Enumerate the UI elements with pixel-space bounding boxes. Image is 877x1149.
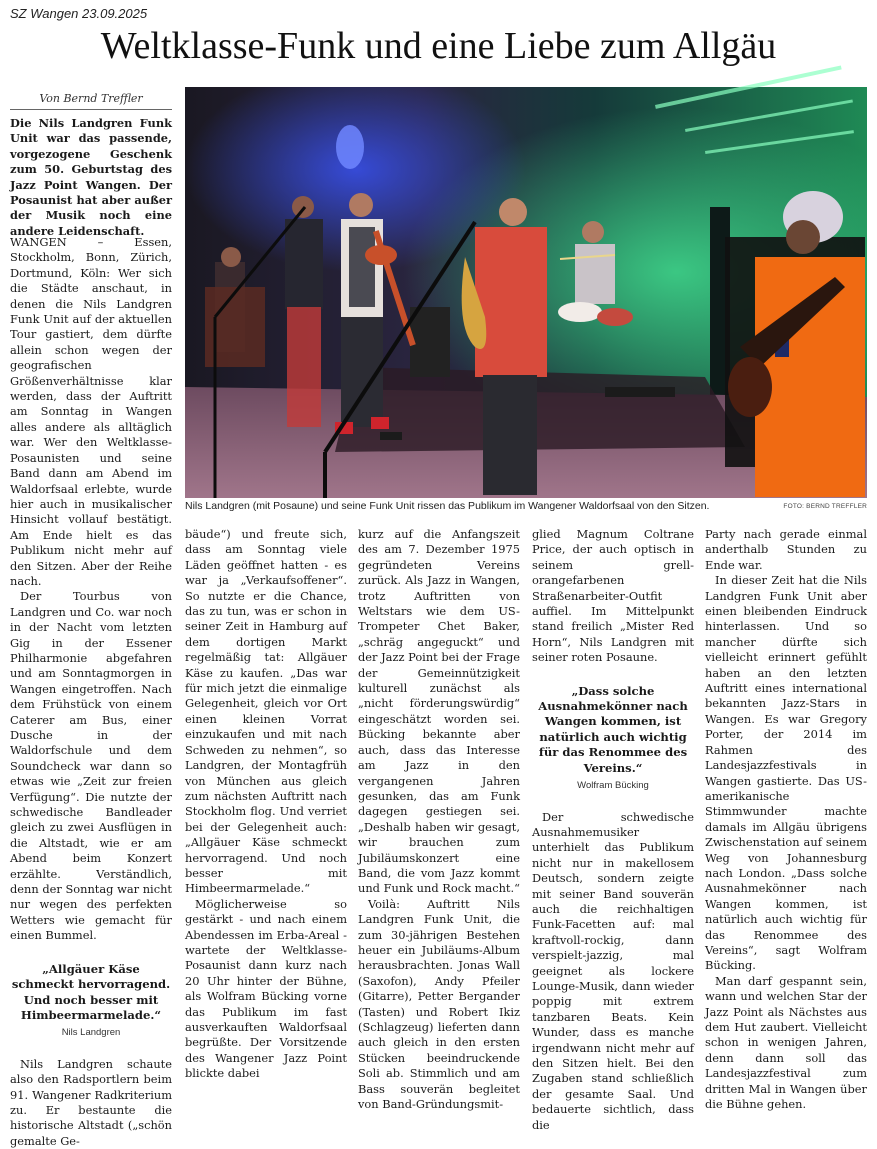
article-paragraph: Party nach gerade einmal anderthalb Stunden zu Ende war. (705, 527, 867, 572)
concert-photo (185, 87, 867, 498)
byline: Von Bernd Treffler (39, 92, 143, 105)
pull-quote (10, 962, 172, 1041)
pull-quote-author: Wolfram Bücking (577, 780, 649, 792)
article-paragraph: kurz auf die Anfangszeit des am 7. Dezember 1975 gegründeten Vereins zurück. Als Jazz in Wangen, trotz Auftritten von Weltstars wie dem US-Trompeter Chet Baker, „schräg angeguckt“ und der Jazz Point bei der Frage der Gemeinnützigkeit kulturell zunächst als „nicht förderungswürdig“ eingeschätzt worden sei. Bücking bekannte aber auch, dass das Interesse am Jazz in den vergangenen Jahren gesunken, das am Funk dagegen gestiegen sei. „Deshalb haben wir gesagt, wir brauchen zum Jubiläumskonzert eine Band, die vom Jazz kommt und Funk und Rock macht.“ (358, 527, 520, 896)
pull-quote-text: „Dass solche Ausnahmekönner nach Wangen kommen, ist natürlich auch wichtig für das Renommee des Vereins.“ (538, 683, 688, 775)
article-paragraph: bäude“) und freute sich, dass am Sonntag viele Läden geöffnet hatten - es war ja „Verkaufsoffener“. So nutzte er die Chance, das zu tun, was er schon in seiner Zeit in Hamburg auf dem dortigen Markt regelmäßig tat: Allgäuer Käse zu kaufen. „Das war für mich jetzt die einmalige Gelegenheit, gleich vor Ort einen kleinen Vorrat einzukaufen und mit nach Schweden zu nehmen“, so Landgren, der Montagfrüh von München aus gleich zum nächsten Auftritt nach Stockholm flog. Und verriet bei der Gelegenheit auch: „Allgäuer Käse schmeckt hervorragend. Und noch besser mit Himbeermarmelade.“ (185, 527, 347, 896)
pull-quote (532, 684, 694, 794)
article-column-3 (358, 527, 520, 1112)
article-paragraph: Voilà: Auftritt Nils Landgren Funk Unit, die zum 30-jährigen Bestehen heuer ein Jubiläums-Album herausbrachten. Jonas Wall (Saxofon), Andy Pfeiler (Gitarre), Petter Bergander (Tasten) und Robert Ikiz (Schlagzeug) lieferten dann auch gleich in den ersten Stücken beeindruckende Soli ab. Stimmlich und am Bass souverän begleitet von Band-Gründungsmit- (358, 896, 520, 1112)
pull-quote-text: „Allgäuer Käse schmeckt hervorragend. Und noch besser mit Himbeermarmelade.“ (11, 961, 171, 1022)
article-paragraph: Der Tourbus von Landgren und Co. war noch in der Nacht vom letzten Gig in der Essener Philharmonie abgefahren und am Sonntagmorgen in Wangen eingetroffen. Nach dem Frühstück von einem Caterer am Bus, einer Dusche in der Waldorfschule und dem Soundcheck war dann so etwas wie „Zeit zur freien Verfügung“. Die nutzte der schwedische Bandleader gleich zu zwei Ausflügen in die Altstadt, wie er am Abend beim Konzert erzählte. Verständlich, denn der Sonntag war nicht nur wegen des perfekten Wetters wie gemacht für einen Bummel. (10, 589, 172, 943)
article-paragraph: Möglicherweise so gestärkt - und nach einem Abendessen im Erba-Areal - wartete der Weltklasse-Posaunist dann kurz nach 20 Uhr hinter der Bühne, als Wolfram Bücking vorne das Publikum im fast ausverkauften Waldorfsaal begrüßte. Der Vorsitzende des Wangener Jazz Point blickte dabei (185, 896, 347, 1081)
article-paragraph: WANGEN – Essen, Stockholm, Bonn, Zürich, Dortmund, Köln: Wer sich die Städte anschaut, in denen die Nils Landgren Funk Unit auf der aktuellen Tour gastiert, dem dürfte allein schon wegen der geografischen Größenverhältnisse klar werden, dass der Auftritt am Sonntag in Wangen alles andere als alltäglich war. Wer den Weltklasse-Posaunisten und seine Band dann am Abend im Waldorfsaal erlebte, wurde hier auch in musikalischer Hinsicht vollauf bestätigt. Am Ende hielt es das Publikum nicht mehr auf den Sitzen. Aber der Reihe nach. (10, 235, 172, 588)
article-paragraph: In dieser Zeit hat die Nils Landgren Funk Unit aber einen bleibenden Eindruck hinterlassen. Und so mancher dürfte sich vielleicht erinnert gefühlt haben an den letzten Auftritt eines international bekannten Jazz-Stars in Wangen. Es war Gregory Porter, der 2014 im Rahmen des Landesjazzfestivals in Wangen gastierte. Das US-amerikanische Stimmwunder machte damals im Allgäu übrigens Zwischenstation auf seinem Weg von Johannesburg nach London. „Dass solche Ausnahmekönner nach Wangen kommen, ist natürlich auch wichtig für das Renommee des Vereins“, sagt Wolfram Bücking. (705, 573, 867, 973)
article-paragraph: Nils Landgren schaute also den Radsportlern beim 91. Wangener Radkriterium zu. Er bestaunte die historische Altstadt („schön gemalte Ge- (10, 1056, 172, 1148)
article-paragraph: Der schwedische Ausnahmemusiker unterhielt das Publikum nicht nur in makellosem Deutsch, sondern zeigte mit seiner Band souverän auch die reichhaltigen Funk-Facetten auf: mal kraftvoll-rockig, dann verspielt-jazzig, mal geeignet als lockere Lounge-Musik, dann wieder poppig mit extrem tanzbaren Beats. Kein Wunder, dass es manche irgendwann nicht mehr auf den Sitzen hielt. Bei den Zugaben stand schließlich der gesamte Saal. Und bedauerte sichtlich, dass die (532, 809, 694, 1132)
article-paragraph: glied Magnum Coltrane Price, der auch optisch in seinem grell-orangefarbenen Straßenarbeiter-Outfit auffiel. Im Mittelpunkt stand freilich „Mister Red Horn“, Nils Landgren mit seiner roten Posaune. (532, 527, 694, 665)
page-title: Weltklasse-Funk und eine Liebe zum Allgäu (100, 25, 777, 67)
article-column-2 (185, 527, 347, 1081)
photo-credit: FOTO: BERND TREFFLER (783, 503, 867, 510)
newspaper-source-date: SZ Wangen 23.09.2025 (10, 6, 148, 21)
article-column-5 (705, 527, 867, 1112)
photo-caption: Nils Landgren (mit Posaune) und seine Funk Unit rissen das Publikum im Wangener Waldorfsaal von den Sitzen. (185, 500, 710, 512)
article-paragraph: Man darf gespannt sein, wann und welchen Star der Jazz Point als Nächstes aus dem Hut zaubert. Vielleicht schon in wenigen Jahren, denn dann soll das Landesjazzfestival zum dritten Mal in Wangen über die Bühne gehen. (705, 973, 867, 1112)
byline-divider (10, 109, 172, 110)
article-column-1 (10, 235, 172, 1148)
article-column-4 (532, 527, 694, 1132)
article-lead: Die Nils Landgren Funk Unit war das passende, vorgezogene Geschenk zum 50. Geburtstag des Jazz Point Wangen. Der Posaunist hat aber außer der Musik noch eine andere Leidenschaft. (10, 116, 172, 238)
pull-quote-author: Nils Landgren (61, 1027, 121, 1039)
